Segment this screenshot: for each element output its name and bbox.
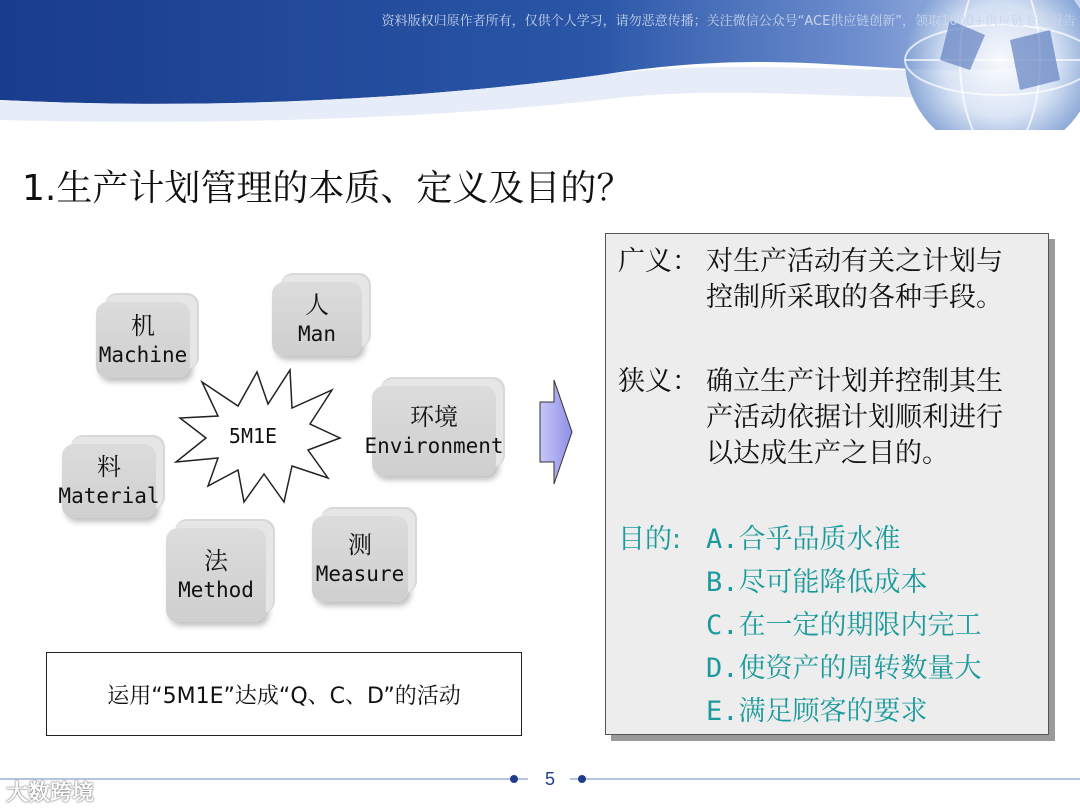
purpose-letter-c: C.	[706, 610, 739, 641]
footer-watermark: 大数跨境	[6, 781, 95, 806]
purpose-item-a	[706, 520, 901, 560]
narrow-label: 狭义：	[618, 366, 699, 397]
definitions-panel	[605, 233, 1049, 735]
cube-method-zh: 法	[204, 547, 228, 575]
narrow-line-1: 确立生产计划并控制其生	[706, 366, 1003, 397]
cube-environment	[364, 386, 504, 476]
broad-line-2: 控制所采取的各种手段。	[706, 282, 1003, 313]
page-title: 1.生产计划管理的本质、定义及目的？	[22, 168, 633, 209]
purpose-text-b: 尽可能降低成本	[738, 567, 928, 598]
right-arrow-icon	[538, 378, 574, 486]
purpose-item-d	[706, 649, 982, 689]
cube-man-en: Man	[298, 322, 336, 346]
purpose-text-a: 合乎品质水准	[738, 524, 901, 555]
cube-machine-en: Machine	[98, 343, 188, 367]
summary-box: 运用“5M1E”达成“Q、C、D”的活动	[46, 652, 522, 736]
cube-material-zh: 料	[97, 453, 121, 481]
purpose-letter-d: D.	[706, 653, 739, 684]
cube-machine-zh: 机	[131, 312, 155, 340]
purpose-item-b	[706, 563, 928, 603]
broad-line-1: 对生产活动有关之计划与	[706, 246, 1003, 277]
cube-measure-en: Measure	[315, 562, 405, 586]
cube-man-zh: 人	[305, 291, 329, 319]
cube-material	[58, 444, 160, 518]
narrow-line-2: 产活动依据计划顺利进行	[706, 402, 1003, 433]
cube-material-en: Material	[58, 484, 160, 508]
cube-environment-zh: 环境	[410, 403, 458, 431]
purpose-text-d: 使资产的周转数量大	[738, 653, 982, 684]
broad-label: 广义：	[618, 246, 699, 277]
footer-dot-right	[578, 775, 586, 783]
purpose-item-e	[706, 692, 928, 732]
header-band	[0, 0, 1080, 130]
cube-method-en: Method	[178, 578, 254, 602]
header-watermark: 资料版权归原作者所有，仅供个人学习，请勿恶意传播；关注微信公众号“ACE供应链创新”，领取1000+供应链专题报告	[381, 14, 1076, 29]
purpose-letter-e: E.	[706, 696, 739, 727]
purpose-letter-b: B.	[706, 567, 739, 598]
cube-man	[272, 282, 362, 356]
purpose-text-c: 在一定的期限内完工	[738, 610, 982, 641]
purpose-text-e: 满足顾客的要求	[738, 696, 928, 727]
page-number: 5	[544, 769, 555, 789]
starburst-label: 5M1E	[228, 424, 278, 448]
purpose-label: 目的:	[618, 524, 682, 555]
purpose-letter-a: A.	[706, 524, 739, 555]
cube-measure	[312, 516, 408, 602]
cube-measure-zh: 测	[348, 531, 372, 559]
narrow-line-3: 以达成生产之目的。	[706, 438, 949, 469]
cube-environment-en: Environment	[364, 434, 504, 458]
cube-method	[166, 528, 266, 622]
purpose-item-c	[706, 606, 982, 646]
footer-dot-left	[510, 775, 518, 783]
